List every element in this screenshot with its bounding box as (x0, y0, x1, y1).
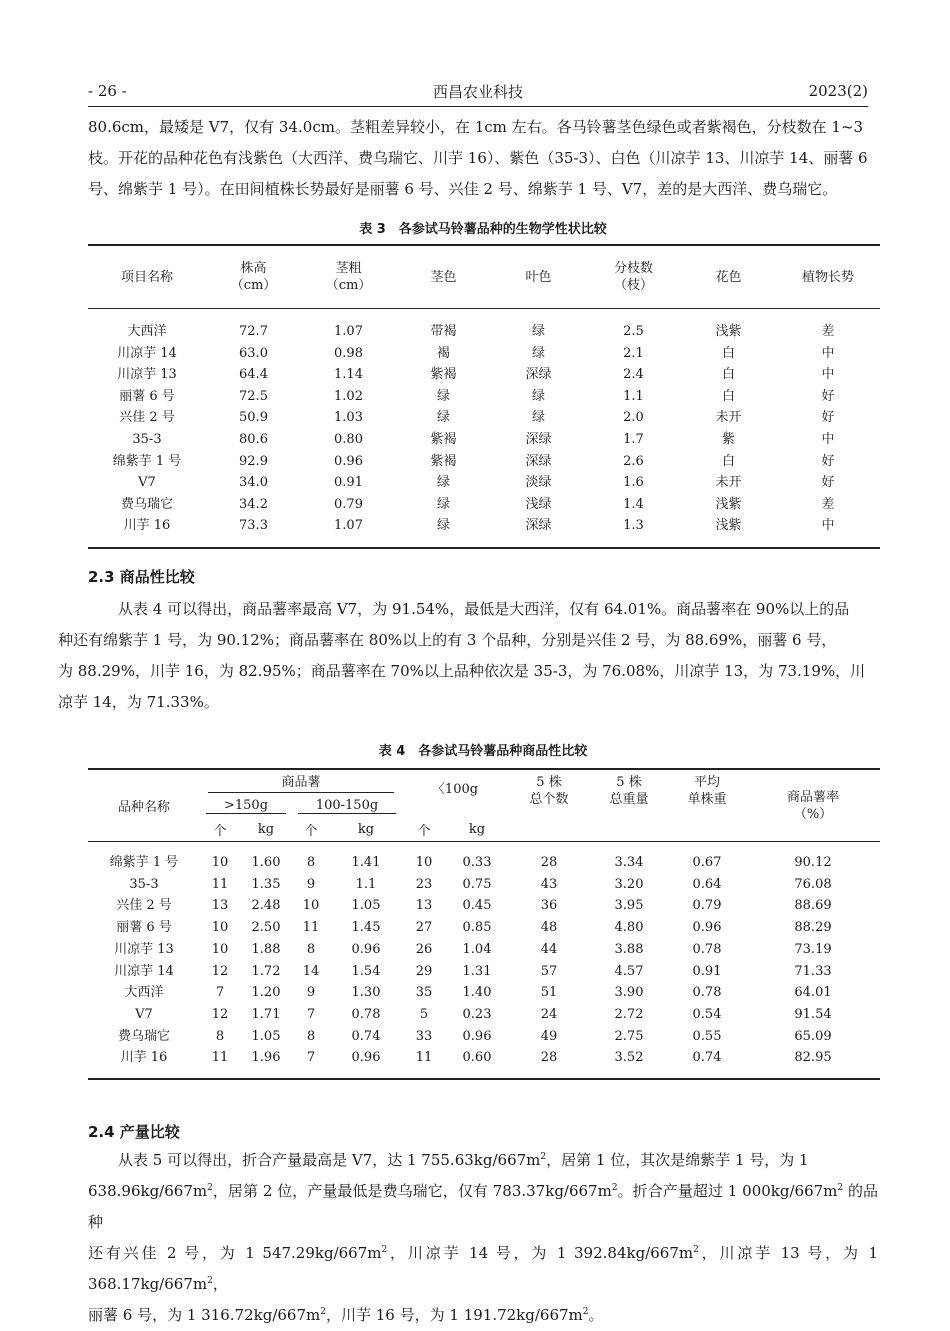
value-cell: 0.98 (334, 345, 363, 361)
running-header (88, 80, 868, 107)
value-cell: 淡绿 (525, 475, 552, 491)
value-cell: 13 (415, 898, 433, 914)
value-cell: 0.67 (692, 855, 722, 870)
value-cell: 绿 (531, 324, 545, 339)
value-cell: 1.40 (462, 985, 492, 1001)
variety-cell: 兴佳 2 号 (116, 898, 172, 914)
value-cell: 12 (211, 963, 229, 979)
value-cell: 0.45 (462, 898, 492, 914)
value-cell: 0.78 (692, 985, 722, 1001)
value-cell: 88.69 (794, 898, 832, 914)
table-row (88, 407, 880, 429)
value-cell: 7 (306, 1050, 316, 1066)
value-cell: 浅紫 (715, 496, 742, 512)
header-cell: 个 (402, 817, 446, 842)
variety-cell: 兴佳 2 号 (119, 410, 175, 426)
table-row (88, 982, 880, 1004)
value-cell: 11 (415, 1050, 433, 1066)
value-cell: 白 (721, 367, 735, 383)
value-cell: 3.88 (614, 941, 644, 957)
value-cell: 34.2 (239, 496, 268, 512)
value-cell: 3.34 (614, 855, 644, 870)
value-cell: 27 (415, 920, 433, 936)
header-cell: 个 (200, 817, 240, 842)
header-cell: 项目名称 (88, 245, 206, 309)
value-cell: 72.7 (239, 324, 268, 339)
value-cell: 0.60 (462, 1050, 492, 1066)
value-cell: 0.64 (692, 876, 722, 892)
value-cell: 35 (415, 985, 433, 1001)
value-cell: 65.09 (794, 1028, 832, 1044)
value-cell: 88.29 (794, 920, 832, 936)
value-cell: 13 (211, 898, 229, 914)
value-cell: 3.52 (614, 1050, 644, 1066)
value-cell: 紫褐 (430, 431, 457, 447)
value-cell: 8 (306, 941, 316, 957)
value-cell: 49 (540, 1028, 558, 1044)
value-cell: 2.5 (623, 324, 644, 339)
value-cell: 12 (211, 1006, 229, 1022)
value-cell: 43 (540, 876, 558, 892)
value-cell: 0.74 (351, 1028, 381, 1044)
text-line: 80.6cm，最矮是 V7，仅有 34.0cm。茎粗差异较小，在 1cm 左右。各马铃薯茎色绿色或者紫褐色，分枝数在 1~3 (88, 118, 864, 136)
value-cell: 1.03 (334, 410, 363, 426)
value-cell: 1.31 (462, 963, 492, 979)
value-cell: 浅紫 (715, 324, 742, 339)
value-cell: 76.08 (794, 876, 832, 892)
table4-caption: 表 4 各参试马铃薯品种商品性比较 (378, 744, 588, 759)
value-cell: 2.6 (623, 453, 644, 469)
variety-cell: 费乌瑞它 (120, 496, 173, 512)
table-row (88, 939, 880, 961)
value-cell: 1.54 (351, 963, 381, 979)
value-cell: 7 (215, 985, 225, 1001)
value-cell: 1.02 (334, 388, 363, 404)
value-cell: 11 (211, 876, 229, 892)
value-cell: 绿 (436, 518, 450, 534)
header-cell: 叶色 (491, 245, 586, 309)
value-cell: 0.96 (351, 941, 381, 957)
header-cell: 品种名称 (88, 769, 200, 842)
value-cell: 72.5 (239, 388, 268, 404)
variety-cell: 川芋 16 (123, 518, 171, 534)
value-cell: 好 (821, 410, 835, 426)
text-line: 枝。开花的品种花色有浅紫色（大西洋、费乌瑞它、川芋 16）、紫色（35-3）、白色（川凉芋 13、川凉芋 14、丽薯 6 (88, 149, 868, 167)
value-cell: 浅绿 (525, 496, 552, 512)
value-cell: 8 (215, 1028, 225, 1044)
header-cell (590, 817, 668, 842)
value-cell: 8 (306, 1028, 316, 1044)
value-cell: 90.12 (794, 855, 832, 870)
value-cell: 绿 (531, 345, 545, 361)
value-cell: 1.14 (334, 367, 363, 383)
table-row (88, 309, 880, 343)
value-cell: 0.55 (692, 1028, 722, 1044)
value-cell: 10 (302, 898, 320, 914)
value-cell: 64.01 (794, 985, 832, 1001)
value-cell: 1.7 (623, 431, 644, 447)
value-cell: 1.20 (251, 985, 281, 1001)
header-cell: 株高 （cm） (206, 245, 301, 309)
value-cell: 4.80 (614, 920, 644, 936)
text-line: $638.96kg/667m^2$，居第 2 位，产量最低是费乌瑞它，仅有 $783.37kg/667m^2$。折合产量超过 1 $000kg/667m^2$ 的品种 (88, 1182, 878, 1231)
value-cell: 深绿 (525, 431, 552, 447)
value-cell: 3.90 (614, 985, 644, 1001)
table-row (88, 515, 880, 548)
header-cell: 花色 (681, 245, 776, 309)
value-cell: 1.72 (251, 963, 281, 979)
value-cell: 0.75 (462, 876, 492, 892)
value-cell: 28 (540, 855, 558, 870)
value-cell: 2.4 (623, 367, 644, 383)
value-cell: 7 (306, 1006, 316, 1022)
value-cell: 64.4 (239, 367, 268, 383)
section-2-4-title: 2.4 产量比较 (88, 1123, 180, 1141)
variety-cell: 丽薯 6 号 (116, 920, 172, 936)
header-cell: 分枝数 （枝） (586, 245, 681, 309)
value-cell: 绿 (436, 496, 450, 512)
header-cell: 个 (292, 817, 330, 842)
value-cell: 1.05 (251, 1028, 281, 1044)
value-cell: 9 (306, 985, 316, 1001)
value-cell: 0.78 (351, 1006, 381, 1022)
value-cell: 深绿 (525, 453, 552, 469)
value-cell: 绿 (531, 388, 545, 404)
header-cell: 100-150g (292, 794, 402, 817)
value-cell: 1.1 (355, 876, 377, 892)
table-row (88, 1004, 880, 1026)
table4-header-row (88, 769, 880, 794)
value-cell: 褐 (436, 345, 450, 361)
value-cell: 0.96 (334, 453, 363, 469)
header-cell (668, 817, 746, 842)
header-cell: 5 株 总重量 (609, 775, 649, 807)
text-line: 从表 5 可以得出，折合产量最高是 V7，达 1 $755.63kg/667m^2$，居第 1 位，其次是绵紫芋 1 号，为 1 (118, 1151, 809, 1169)
value-cell: 29 (415, 963, 433, 979)
value-cell: 10 (415, 855, 433, 870)
variety-cell: V7 (135, 1006, 153, 1022)
value-cell: 4.57 (614, 963, 644, 979)
variety-cell: V7 (138, 475, 156, 491)
section-2-4-paragraph (88, 1145, 878, 1331)
value-cell: 80.6 (239, 431, 268, 447)
value-cell: 1.4 (623, 496, 644, 512)
value-cell: 好 (821, 453, 835, 469)
value-cell: 0.79 (334, 496, 363, 512)
value-cell: 14 (302, 963, 320, 979)
value-cell: 71.33 (794, 963, 832, 979)
value-cell: 33 (415, 1028, 433, 1044)
header-cell: 商品薯 (200, 769, 402, 794)
value-cell: 0.23 (462, 1006, 492, 1022)
value-cell: 57 (540, 963, 558, 979)
value-cell: 紫褐 (430, 453, 457, 469)
table-row (88, 917, 880, 939)
value-cell: 1.30 (351, 985, 381, 1001)
value-cell: 1.6 (623, 475, 644, 491)
value-cell: 51 (540, 985, 558, 1001)
value-cell: 3.95 (614, 898, 644, 914)
header-cell: >150g (200, 794, 292, 817)
variety-cell: 川凉芋 13 (117, 367, 177, 383)
header-cell: kg (446, 817, 508, 842)
value-cell: 63.0 (239, 345, 268, 361)
variety-cell: 大西洋 (124, 985, 164, 1001)
value-cell: 带褐 (430, 324, 457, 339)
value-cell: 白 (721, 345, 735, 361)
value-cell: 28 (540, 1050, 558, 1066)
value-cell: 11 (302, 920, 320, 936)
value-cell: 23 (415, 876, 433, 892)
header-cell: 植物长势 (776, 245, 880, 309)
header-cell: 〈100g (431, 782, 479, 797)
header-cell: kg (240, 817, 292, 842)
value-cell: 1.71 (251, 1006, 281, 1022)
text-line: 号、绵紫芋 1 号）。在田间植株长势最好是丽薯 6 号、兴佳 2 号、绵紫芋 1 号、V7，差的是大西洋、费乌瑞它。 (88, 180, 838, 198)
header-cell: kg (330, 817, 402, 842)
value-cell: 0.96 (692, 920, 722, 936)
value-cell: 差 (821, 324, 835, 339)
value-cell: 1.60 (251, 855, 281, 870)
table3-caption: 表 3 各参试马铃薯品种的生物学性状比较 (359, 222, 607, 237)
issue-number: 2023(2) (808, 82, 868, 100)
value-cell: 0.85 (462, 920, 492, 936)
table-row (88, 429, 880, 451)
value-cell: 好 (821, 388, 835, 404)
variety-cell: 35-3 (129, 876, 159, 892)
value-cell: 8 (306, 855, 316, 870)
value-cell: 0.91 (334, 475, 363, 491)
value-cell: 2.75 (614, 1028, 644, 1044)
value-cell: 0.74 (692, 1050, 722, 1066)
variety-cell: 绵紫芋 1 号 (112, 453, 182, 469)
value-cell: 0.54 (692, 1006, 722, 1022)
variety-cell: 大西洋 (127, 324, 167, 339)
table-row (88, 842, 880, 874)
value-cell: 紫褐 (430, 367, 457, 383)
table3 (88, 244, 880, 549)
text-line: 从表 4 可以得出，商品薯率最高 V7，为 91.54%，最低是大西洋，仅有 64.01%。商品薯率在 90%以上的品 (118, 600, 850, 618)
value-cell: 0.91 (692, 963, 722, 979)
value-cell: 1.88 (251, 941, 281, 957)
variety-cell: 川凉芋 14 (114, 963, 174, 979)
value-cell: 好 (821, 475, 835, 491)
table4 (88, 768, 880, 1080)
value-cell: 1.04 (462, 941, 492, 957)
value-cell: 2.50 (251, 920, 281, 936)
value-cell: 9 (306, 876, 316, 892)
header-cell (508, 817, 590, 842)
text-line: 凉芋 14，为 71.33%。 (58, 693, 219, 711)
value-cell: 44 (540, 941, 558, 957)
value-cell: 50.9 (239, 410, 268, 426)
variety-cell: 川凉芋 14 (117, 345, 177, 361)
table-row (88, 451, 880, 473)
value-cell: 1.3 (623, 518, 644, 534)
value-cell: 1.05 (351, 898, 381, 914)
value-cell: 0.96 (351, 1050, 381, 1066)
value-cell: 深绿 (525, 367, 552, 383)
header-cell: 5 株 总个数 (529, 775, 569, 807)
value-cell: 1.07 (334, 518, 363, 534)
value-cell: 11 (211, 1050, 229, 1066)
value-cell: 绿 (531, 410, 545, 426)
value-cell: 2.72 (614, 1006, 644, 1022)
table-row (88, 1047, 880, 1079)
value-cell: 1.35 (251, 876, 281, 892)
value-cell: 82.95 (794, 1050, 832, 1066)
text-line: 为 88.29%，川芋 16，为 82.95%；商品薯率在 70%以上品种依次是 35-3，为 76.08%，川凉芋 13，为 73.19%，川 (58, 662, 866, 680)
header-cell: 茎粗 （cm） (301, 245, 396, 309)
value-cell: 10 (211, 920, 229, 936)
table-row (88, 364, 880, 386)
value-cell: 紫 (721, 431, 735, 447)
value-cell: 深绿 (525, 518, 552, 534)
value-cell: 24 (540, 1006, 558, 1022)
intro-paragraph (88, 112, 878, 205)
page-number: - 26 - (88, 82, 127, 100)
value-cell: 差 (821, 496, 835, 512)
value-cell: 未开 (715, 410, 742, 426)
value-cell: 白 (721, 453, 735, 469)
value-cell: 1.45 (351, 920, 381, 936)
table-row (88, 874, 880, 896)
table3-header-row (88, 245, 880, 309)
variety-cell: 绵紫芋 1 号 (109, 855, 179, 870)
table-row (88, 386, 880, 408)
header-cell: 茎色 (396, 245, 491, 309)
header-cell: 商品薯率 （%） (746, 769, 880, 842)
table-row (88, 472, 880, 494)
table-row (88, 494, 880, 516)
value-cell: 92.9 (239, 453, 268, 469)
value-cell: 73.19 (794, 941, 832, 957)
value-cell: 0.80 (334, 431, 363, 447)
variety-cell: 35-3 (132, 431, 162, 447)
variety-cell: 川凉芋 13 (114, 941, 174, 957)
variety-cell: 川芋 16 (120, 1050, 168, 1066)
value-cell: 中 (821, 518, 835, 534)
value-cell: 0.33 (462, 855, 492, 870)
value-cell: 0.96 (462, 1028, 492, 1044)
section-2-3-paragraph (58, 594, 878, 718)
section-2-3-title: 2.3 商品性比较 (88, 568, 195, 586)
text-line: 还有兴佳 2 号，为 1 $547.29kg/667m^2$，川凉芋 14 号，为 1 $392.84kg/667m^2$，川凉芋 13 号，为 1 $368.17kg/667m^2$， (88, 1244, 878, 1293)
variety-cell: 费乌瑞它 (117, 1028, 170, 1044)
value-cell: 26 (415, 941, 433, 957)
table-row (88, 895, 880, 917)
value-cell: 中 (821, 431, 835, 447)
value-cell: 1.1 (623, 388, 644, 404)
value-cell: 73.3 (239, 518, 268, 534)
value-cell: 2.48 (251, 898, 281, 914)
value-cell: 1.07 (334, 324, 363, 339)
value-cell: 白 (721, 388, 735, 404)
value-cell: 0.79 (692, 898, 722, 914)
value-cell: 绿 (436, 410, 450, 426)
value-cell: 3.20 (614, 876, 644, 892)
value-cell: 1.41 (351, 855, 381, 870)
value-cell: 36 (540, 898, 558, 914)
value-cell: 48 (540, 920, 558, 936)
variety-cell: 丽薯 6 号 (119, 388, 175, 404)
value-cell: 2.0 (623, 410, 644, 426)
table-row (88, 343, 880, 365)
value-cell: 91.54 (794, 1006, 832, 1022)
text-line: 种还有绵紫芋 1 号，为 90.12%；商品薯率在 80%以上的有 3 个品种，分别是兴佳 2 号，为 88.69%，丽薯 6 号， (58, 631, 837, 649)
value-cell: 绿 (436, 388, 450, 404)
table-row (88, 1026, 880, 1048)
value-cell: 34.0 (239, 475, 268, 491)
value-cell: 0.78 (692, 941, 722, 957)
value-cell: 2.1 (623, 345, 644, 361)
value-cell: 5 (419, 1006, 429, 1022)
value-cell: 未开 (715, 475, 742, 491)
text-line: 丽薯 6 号，为 1 $316.72kg/667m^2$，川芋 16 号，为 1 $191.72kg/667m^2$。 (88, 1306, 604, 1324)
value-cell: 中 (821, 367, 835, 383)
value-cell: 浅紫 (715, 518, 742, 534)
journal-title: 西昌农业科技 (432, 83, 523, 101)
value-cell: 绿 (436, 475, 450, 491)
header-cell: 平均 单株重 (687, 775, 727, 807)
table-row (88, 961, 880, 983)
value-cell: 1.96 (251, 1050, 281, 1066)
value-cell: 10 (211, 941, 229, 957)
value-cell: 10 (211, 855, 229, 870)
value-cell: 中 (821, 345, 835, 361)
